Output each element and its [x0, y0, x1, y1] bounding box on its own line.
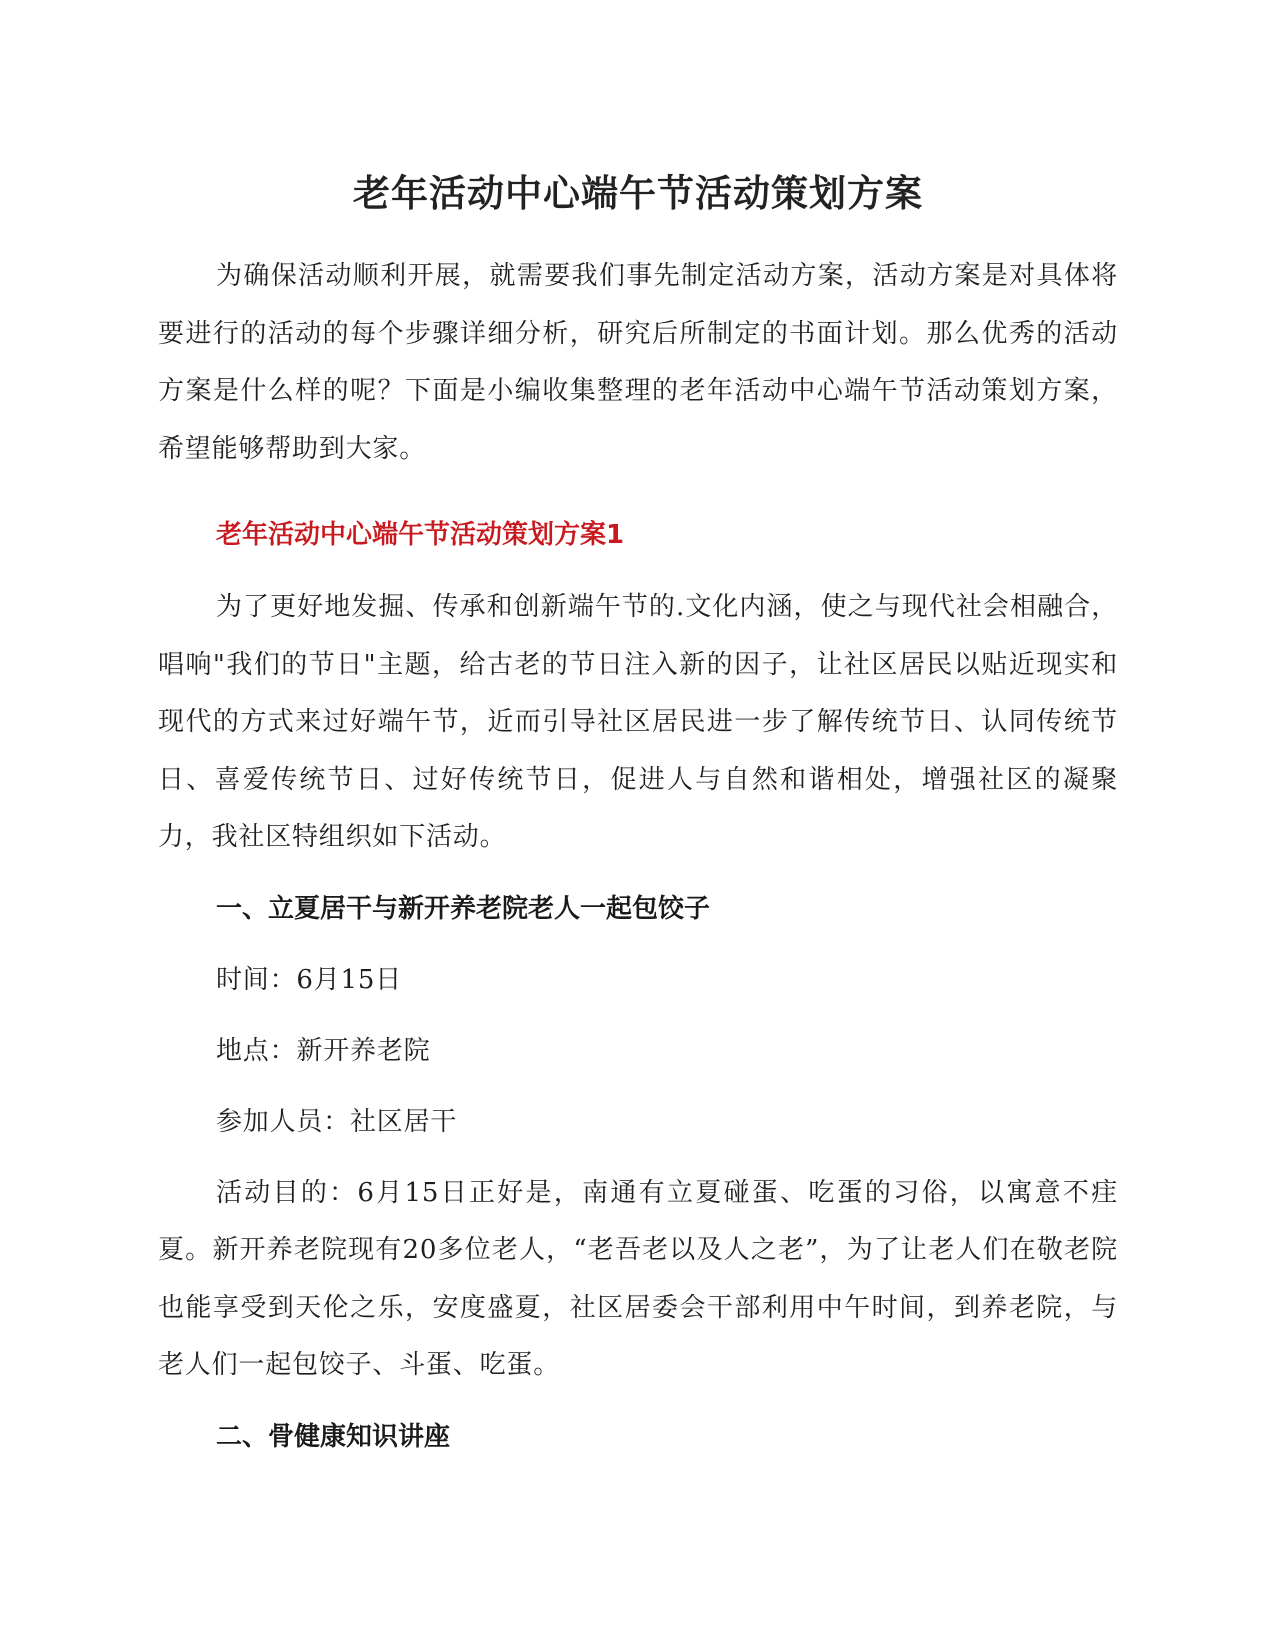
purpose-paragraph: 活动目的：6月15日正好是，南通有立夏碰蛋、吃蛋的习俗，以寓意不疰夏。新开养老院现有20多位老人，“老吾老以及人之老”，为了让老人们在敬老院也能享受到天伦之乐，安度盛夏，社区居委会干部利用中午时间，到养老院，与老人们一起包饺子、斗蛋、吃蛋。: [158, 1177, 1118, 1380]
intro-paragraph: 为确保活动顺利开展，就需要我们事先制定活动方案，活动方案是对具体将要进行的活动的每个步骤详细分析，研究后所制定的书面计划。那么优秀的活动方案是什么样的呢？下面是小编收集整理的老年活动中心端午节活动策划方案，希望能够帮助到大家。: [158, 261, 1118, 464]
body-paragraph: 为了更好地发掘、传承和创新端午节的.文化内涵，使之与现代社会相融合，唱响"我们的节日"主题，给古老的节日注入新的因子，让社区居民以贴近现实和现代的方式来过好端午节，近而引导社区居民进一步了解传统节日、认同传统节日、喜爱传统节日、过好传统节日，促进人与自然和谐相处，增强社区的凝聚力，我社区特组织如下活动。: [158, 592, 1118, 852]
section-title: 老年活动中心端午节活动策划方案1: [216, 520, 625, 550]
place-line: 地点：新开养老院: [216, 1035, 431, 1066]
document-content: [158, 170, 1118, 1480]
item-heading-1: 一、立夏居干与新开养老院老人一起包饺子: [216, 893, 711, 924]
time-line: 时间：6月15日: [216, 964, 403, 995]
document-title: 老年活动中心端午节活动策划方案: [353, 172, 923, 215]
participants-line: 参加人员：社区居干: [216, 1106, 458, 1137]
item-heading-2: 二、骨健康知识讲座: [216, 1421, 451, 1452]
